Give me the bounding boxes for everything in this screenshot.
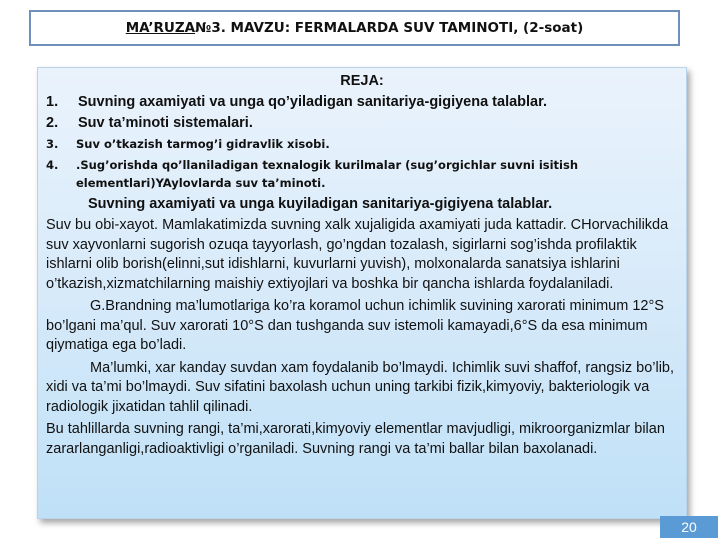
section-heading: Suvning axamiyati va unga kuyiladigan sanitariya-gigiyena talablar. bbox=[88, 196, 553, 212]
plan-item-number: 1. bbox=[46, 94, 59, 110]
plan-item-number: 3. bbox=[46, 137, 59, 151]
slide-title bbox=[29, 10, 680, 46]
plan-heading: REJA: bbox=[340, 73, 384, 89]
plan-item-3 bbox=[46, 135, 678, 153]
paragraph-1: Suv bu obi-xayot. Mamlakatimizda suvning xalk xujaligida axamiyati juda kattadir. CHorvachilikda suv xayvonlarni sugorish ozuqa tayyorlash, go’ngdan tozalash, sigirlarni sog’ishda profilaktik ishlarni olib borish(elinni,sut idishlarni, kuvurlarni yuvish), molxonalarda sanatsiya ishlarini o’tkazish,xizmatchilarning maishiy extiyojlari va boshka bir qancha ishlarda foydalaniladi. bbox=[46, 217, 669, 292]
title-rest: №3. MAVZU: FERMALARDA SUV TAMINOTI, (2-soat) bbox=[195, 20, 584, 36]
plan-item-number: 2. bbox=[46, 115, 59, 131]
paragraph-4: Bu tahlillarda suvning rangi, ta’mi,xarorati,kimyoviy elementlar mavjudligi, mikroorganizmlar bilan zararlanganligi,radioaktivligi o’rganiladi. Suvning rangi va ta’mi ballar bilan baxolanadi. bbox=[46, 421, 665, 457]
paragraph-2: G.Brandning ma’lumotlariga ko’ra koramol uchun ichimlik suvining xarorati minimum 12°S bo’lgani ma’qul. Suv xarorati 10°S dan tushganda suv istemoli kamayadi,6°S da esa minimum qiymatiga ega bo’ladi. bbox=[46, 298, 664, 353]
plan-item-text: Suv ta’minoti sistemalari. bbox=[78, 115, 253, 131]
page-number-badge: 20 bbox=[660, 516, 718, 538]
content-panel bbox=[37, 67, 687, 519]
plan-item-4 bbox=[46, 156, 678, 192]
plan-item-text: Suv o’tkazish tarmog’i gidravlik xisobi. bbox=[76, 137, 330, 151]
plan-item-number: 4. bbox=[46, 158, 59, 172]
plan-item-1 bbox=[46, 93, 678, 111]
title-underlined-part: MA’RUZA bbox=[125, 20, 196, 36]
plan-item-2 bbox=[46, 114, 678, 132]
plan-item-text: Suvning axamiyati va unga qo’yiladigan sanitariya-gigiyena talablar. bbox=[78, 94, 547, 110]
plan-item-text: .Sug’orishda qo’llaniladigan texnalogik kurilmalar (sug’orgichlar suvni isitish elementlari)YAylovlarda suv ta’minoti. bbox=[76, 158, 579, 190]
paragraph-3: Ma’lumki, xar kanday suvdan xam foydalanib bo’lmaydi. Ichimlik suvi shaffof, rangsiz bo’lib, xidi va ta’mi bo’lmaydi. Suv sifatini baxolash uchun uning tarkibi fizik,kimyoviy, bakteriologik va radiologik jixatidan tahlil qilinadi. bbox=[46, 359, 675, 415]
